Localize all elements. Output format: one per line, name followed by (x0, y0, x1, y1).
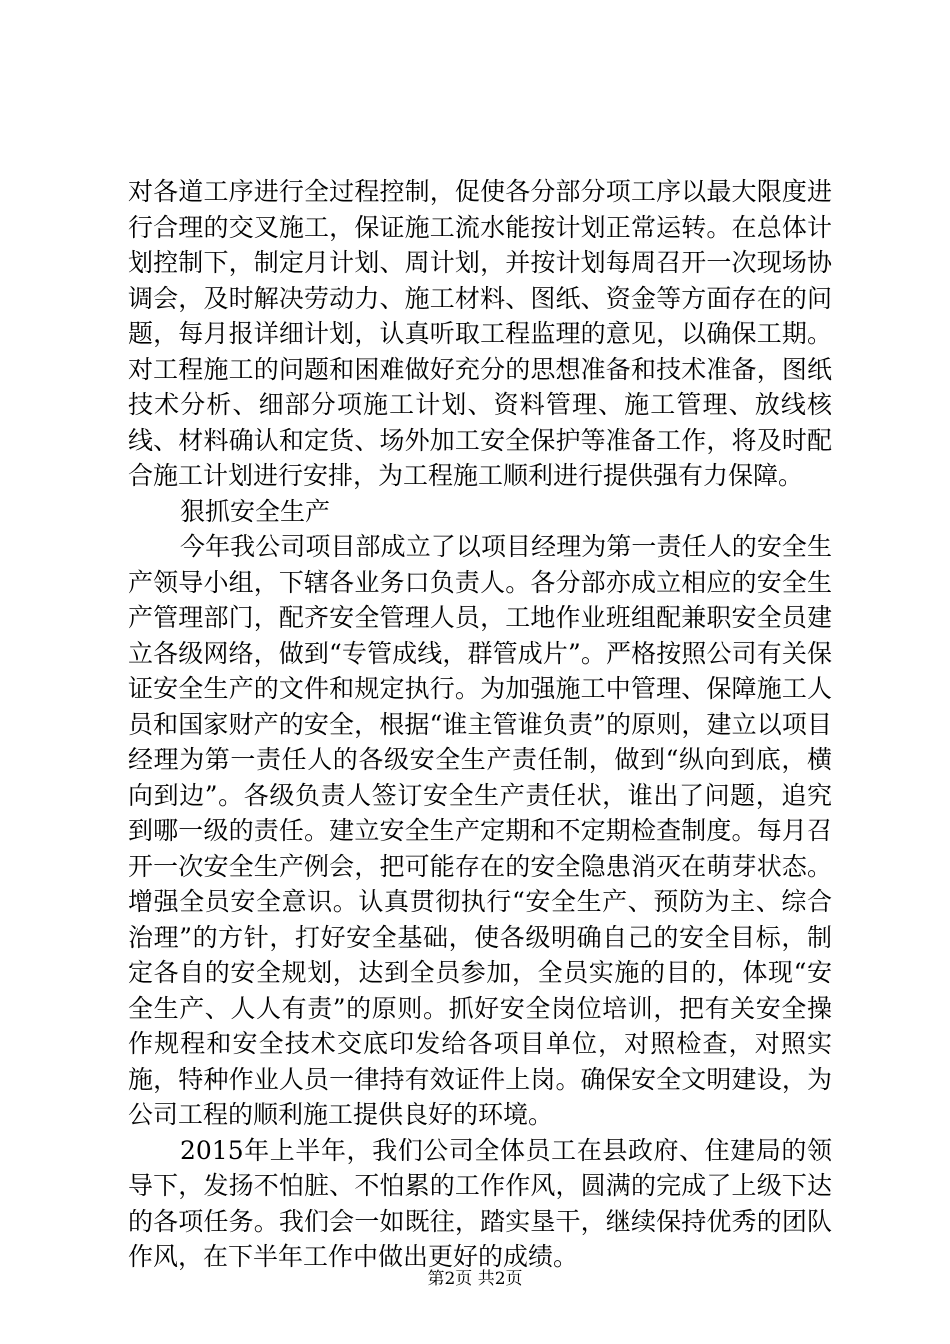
paragraph-schedule-control: 对各道工序进行全过程控制，促使各分部分项工序以最大限度进行合理的交叉施工，保证施工流水能按计划正常运转。在总体计划控制下，制定月计划、周计划，并按计划每周召开一次现场协调会，及时解决劳动力、施工材料、图纸、资金等方面存在的问题，每月报详细计划，认真听取工程监理的意见，以确保工期。对工程施工的问题和困难做好充分的思想准备和技术准备，图纸技术分析、细部分项施工计划、资料管理、施工管理、放线核线、材料确认和定货、场外加工安全保护等准备工作，将及时配合施工计划进行安排，为工程施工顺利进行提供强有力保障。 (128, 177, 832, 490)
page-footer: 第2页 共2页 (427, 1269, 523, 1289)
document-body (128, 174, 832, 1275)
paragraph-summary: 2015年上半年，我们公司全体员工在县政府、住建局的领导下，发扬不怕脏、不怕累的工作作风，圆满的完成了上级下达的各项任务。我们会一如既往，踏实垦干，继续保持优秀的团队作风，在下半年工作中做出更好的成绩。 (128, 1135, 832, 1271)
paragraph-safety-production: 今年我公司项目部成立了以项目经理为第一责任人的安全生产领导小组，下辖各业务口负责人。各分部亦成立相应的安全生产管理部门，配齐安全管理人员，工地作业班组配兼职安全员建立各级网络，做到“专管成线，群管成片”。严格按照公司有关保证安全生产的文件和规定执行。为加强施工中管理、保障施工人员和国家财产的安全，根据“谁主管谁负责”的原则，建立以项目经理为第一责任人的各级安全生产责任制，做到“纵向到底，横向到边”。各级负责人签订安全生产责任状，谁出了问题，追究到哪一级的责任。建立安全生产定期和不定期检查制度。每月召开一次安全生产例会，把可能存在的安全隐患消灭在萌芽状态。增强全员安全意识。认真贯彻执行“安全生产、预防为主、综合治理”的方针，打好安全基础，使各级明确自己的安全目标，制定各自的安全规划，达到全员参加，全员实施的目的，体现“安全生产、人人有责”的原则。抓好安全岗位培训，把有关安全操作规程和安全技术交底印发给各项目单位，对照检查，对照实施，特种作业人员一律持有效证件上岗。确保安全文明建设，为公司工程的顺利施工提供良好的环境。 (128, 532, 832, 1129)
section-heading-safety: 狠抓安全生产 (180, 496, 331, 526)
